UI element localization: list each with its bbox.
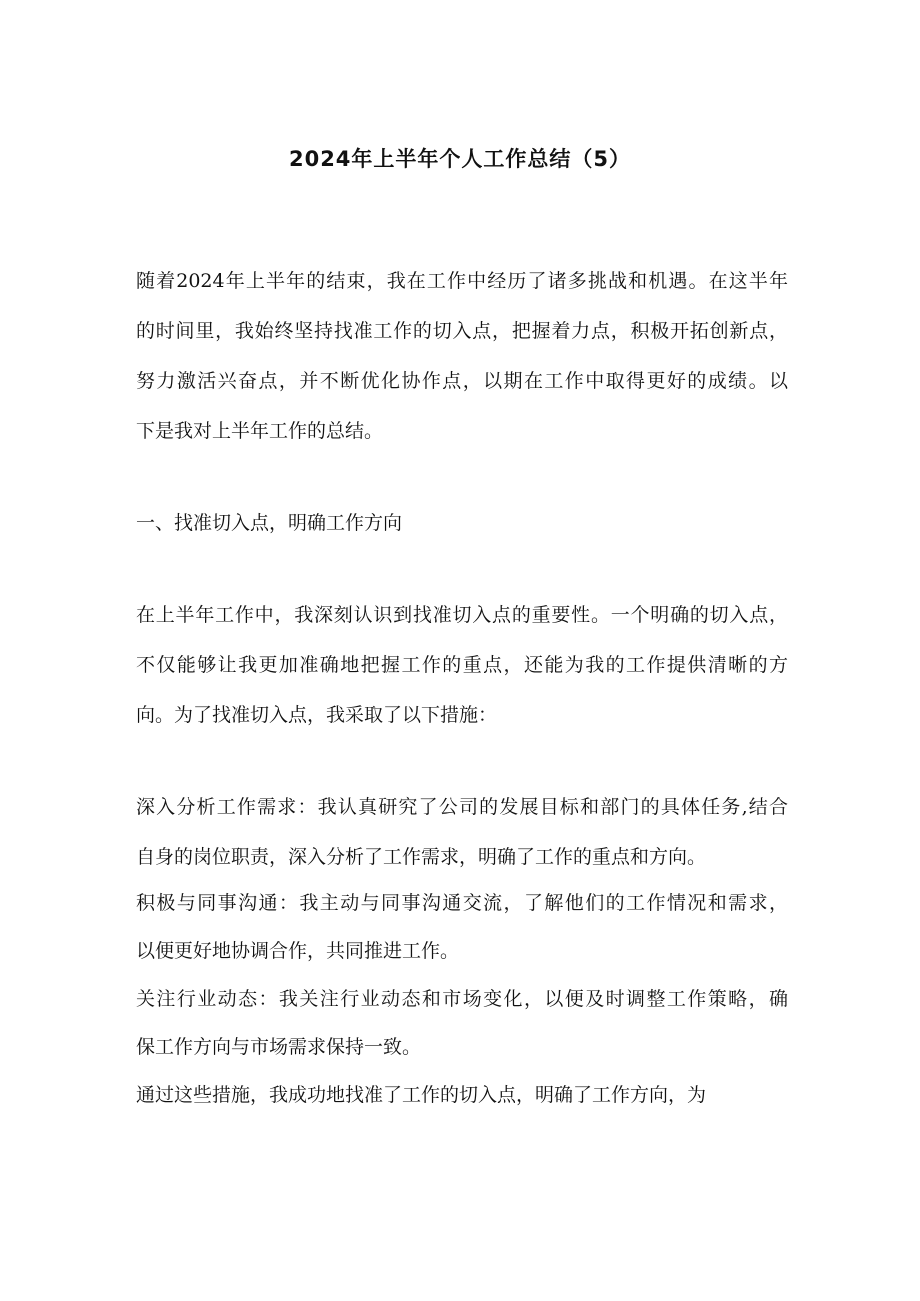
measure-line: 以便更好地协调合作，共同推进工作。 <box>136 940 460 962</box>
section-heading: 一、找准切入点，明确工作方向 <box>136 512 403 534</box>
intro-line: 努力激活兴奋点，并不断优化协作点，以期在工作中取得更好的成绩。以 <box>136 370 788 392</box>
measure-line: 自身的岗位职责，深入分析了工作需求，明确了工作的重点和方向。 <box>136 846 707 868</box>
measure-line: 保工作方向与市场需求保持一致。 <box>136 1036 422 1058</box>
document-title: 2024年上半年个人工作总结（5） <box>288 147 632 171</box>
intro-line: 下是我对上半年工作的总结。 <box>136 420 384 442</box>
intro-line: 随着2024年上半年的结束，我在工作中经历了诸多挑战和机遇。在这半年 <box>136 270 788 292</box>
section-paragraph-line: 向。为了找准切入点，我采取了以下措施： <box>136 704 498 726</box>
measure-line: 关注行业动态：我关注行业动态和市场变化，以便及时调整工作策略，确 <box>136 988 788 1010</box>
measure-line: 深入分析工作需求：我认真研究了公司的发展目标和部门的具体任务,结合 <box>136 796 788 818</box>
section-paragraph-line: 不仅能够让我更加准确地把握工作的重点，还能为我的工作提供清晰的方 <box>136 654 788 676</box>
measure-line: 积极与同事沟通：我主动与同事沟通交流，了解他们的工作情况和需求， <box>136 892 788 914</box>
conclusion-line: 通过这些措施，我成功地找准了工作的切入点，明确了工作方向，为 <box>136 1084 707 1106</box>
section-paragraph-line: 在上半年工作中，我深刻认识到找准切入点的重要性。一个明确的切入点， <box>136 604 788 626</box>
intro-line: 的时间里，我始终坚持找准工作的切入点，把握着力点，积极开拓创新点， <box>136 320 788 342</box>
